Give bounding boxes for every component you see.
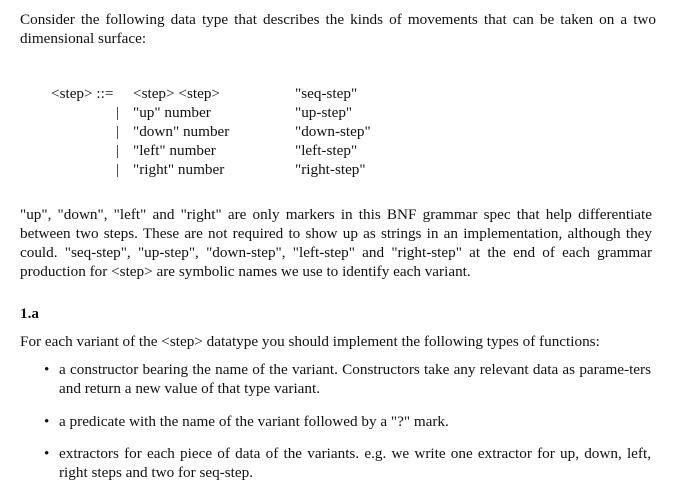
grammar-alternative-bar: | [116, 161, 120, 178]
explanation-paragraph: "up", "down", "left" and "right" are only markers in this BNF grammar spec that help differentiate between two steps. These are not required to show up as strings in an implementation, although they could. "seq-step", "up-step", "down-step", "left-step" and "right-step" at the end of each grammar production for <step> are symbolic names we use to identify each variant. [20, 206, 652, 280]
list-item-text: a constructor bearing the name of the variant. Constructors take any relevant data as parame-ters and return a new value of that type variant. [59, 361, 651, 397]
grammar-alternative-bar: | [116, 104, 120, 121]
section-intro-paragraph: For each variant of the <step> datatype you should implement the following types of functions: [20, 333, 600, 350]
grammar-production-left-step [0, 141, 681, 160]
grammar-alternative-bar: | [116, 142, 120, 159]
grammar-lhs: <step> ::= [51, 85, 114, 102]
bullet-icon: • [44, 413, 50, 430]
grammar-alternative-bar: | [116, 123, 120, 140]
bnf-grammar [0, 84, 681, 184]
grammar-production-right-step [0, 160, 681, 179]
grammar-variant-name: "left-step" [295, 142, 358, 159]
grammar-production-seq-step [0, 84, 681, 103]
grammar-rhs: <step> <step> [133, 85, 220, 102]
grammar-variant-name: "seq-step" [295, 85, 358, 102]
grammar-variant-name: "up-step" [295, 104, 353, 121]
bullet-icon: • [44, 361, 50, 378]
section-heading: 1.a [20, 305, 39, 322]
intro-paragraph: Consider the following data type that describes the kinds of movements that can be taken on a two dimensional surface: [20, 11, 656, 47]
grammar-variant-name: "right-step" [295, 161, 366, 178]
grammar-rhs: "up" number [133, 104, 211, 121]
list-item-text: a predicate with the name of the variant followed by a "?" mark. [59, 413, 449, 430]
grammar-production-up-step [0, 103, 681, 122]
grammar-rhs: "left" number [133, 142, 216, 159]
list-item-text: extractors for each piece of data of the variants. e.g. we write one extractor for up, down, left, right steps and two for seq-step. [59, 445, 651, 481]
grammar-variant-name: "down-step" [295, 123, 371, 140]
grammar-production-down-step [0, 122, 681, 141]
bullet-icon: • [44, 445, 50, 462]
grammar-rhs: "down" number [133, 123, 230, 140]
grammar-rhs: "right" number [133, 161, 225, 178]
